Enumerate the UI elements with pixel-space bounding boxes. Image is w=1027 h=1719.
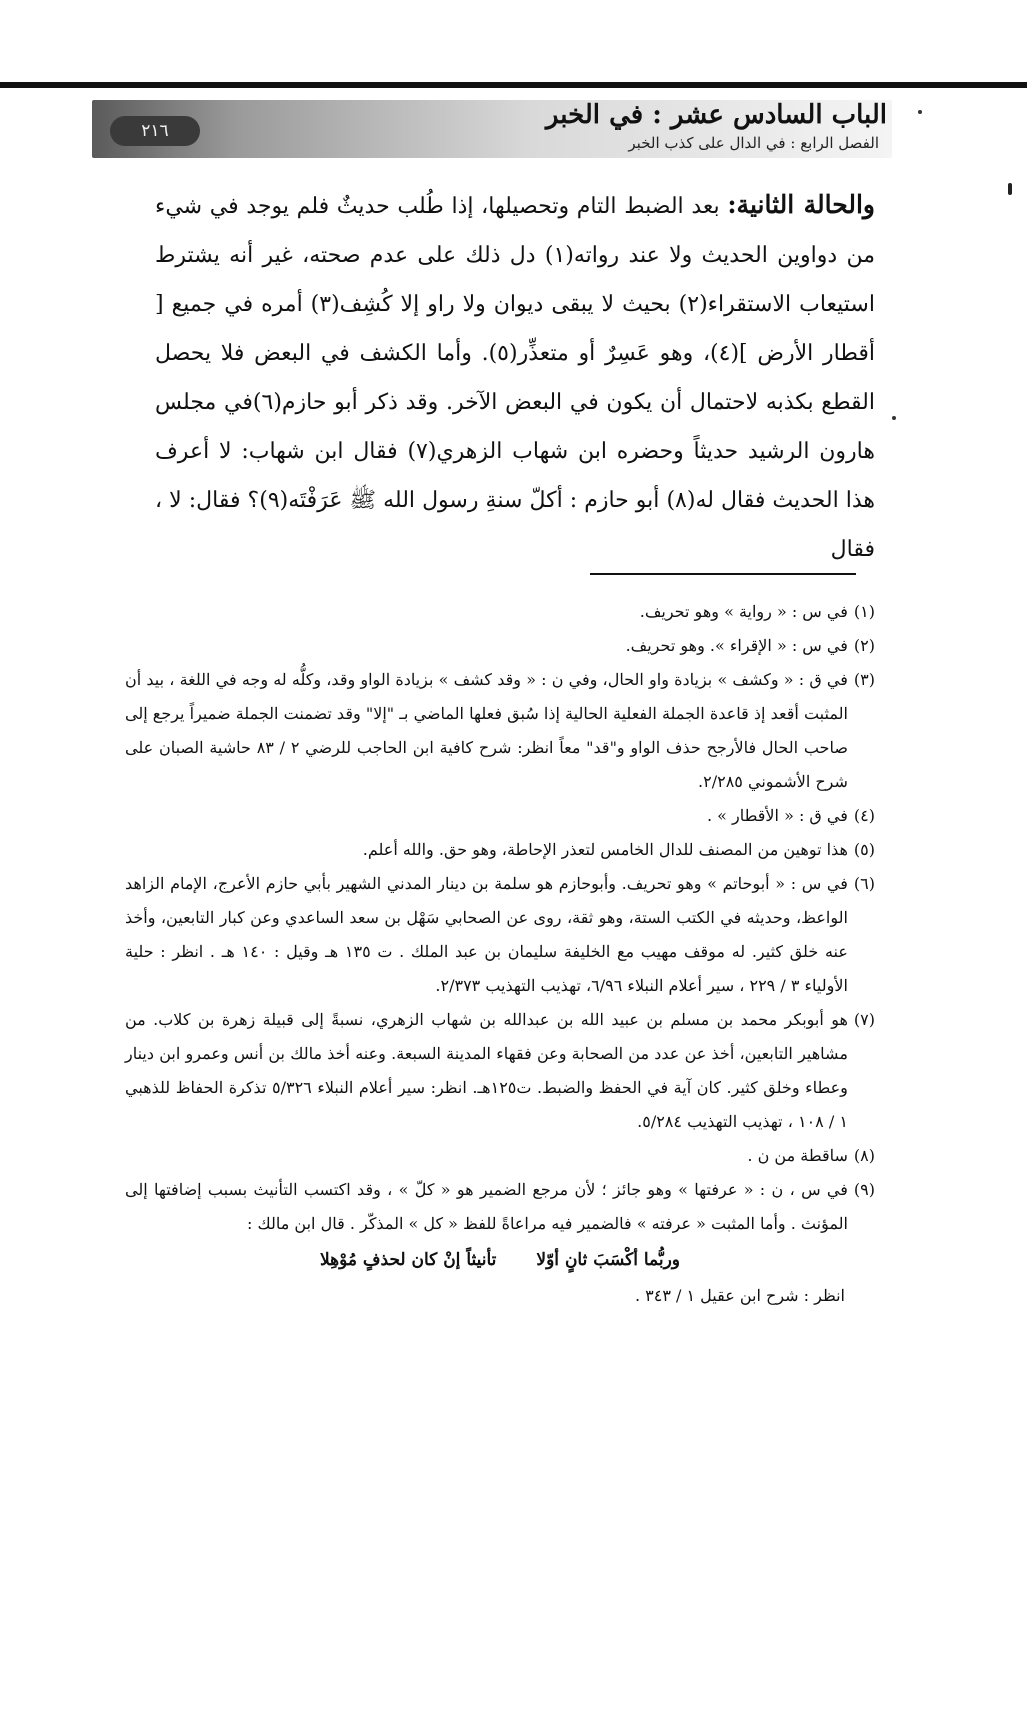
footnote <box>125 595 875 629</box>
footnote-separator <box>590 573 856 575</box>
section-title: الفصل الرابع : في الدال على كذب الخبر <box>628 134 879 152</box>
margin-mark <box>1008 183 1012 195</box>
footnote-text: هو أبوبكر محمد بن مسلم بن عبيد الله بن عبدالله بن شهاب الزهري، نسبةً إلى قبيلة زهرة بن كلاب. من مشاهير التابعين، أخذ عن عدد من الصحابة وعن فقهاء المدينة السبعة. وعنه أخذ مالك بن أنس وعمرو ابن دينار وعطاء وخلق كثير. كان آية في الحفظ والضبط. ت١٢٥هـ. انظر: سير أعلام النبلاء ٥/٣٢٦ تذكرة الحفاظ للذهبي ١ / ١٠٨ ، تهذيب التهذيب ٥/٢٨٤. <box>125 1010 848 1131</box>
footnote <box>125 867 875 1003</box>
footnote-number: (٥) <box>853 840 875 859</box>
footnote-text: في س : « أبوحاتم » وهو تحريف. وأبوحازم هو سلمة بن دينار المدني الشهير بأبي حازم الأعرج، الإمام الزاهد الواعظ، وحديثه في الكتب الستة، وهو ثقة، روى عن الصحابي سَهْل بن سعد الساعدي وعن كبار التابعين، وأخذ عنه خلق كثير. له موقف مهيب مع الخليفة سليمان بن عبد الملك . ت ١٣٥ هـ وقيل : ١٤٠ هـ . انظر : حلية الأولياء ٣ / ٢٢٩ ، سير أعلام النبلاء ٦/٩٦، تهذيب التهذيب ٢/٣٧٣. <box>125 874 848 995</box>
footnote-number: (٤) <box>853 806 875 825</box>
footnote <box>125 1003 875 1139</box>
footnote-number: (١) <box>853 602 875 621</box>
footnote-text: في س : « الإقراء ». وهو تحريف. <box>625 636 848 655</box>
footnotes <box>125 595 875 1313</box>
footnote-text: ساقطة من ن . <box>747 1146 848 1165</box>
footnote-text: في ق : « الأقطار » . <box>706 806 848 825</box>
footnote-number: (٦) <box>853 874 875 893</box>
footnote-number: (٨) <box>853 1146 875 1165</box>
chapter-title: الباب السادس عشر : في الخبر <box>545 100 887 130</box>
verse-first-hemistich: وربُّما أكْسَبَ ثانٍ أوّلا <box>536 1250 681 1270</box>
top-rule <box>0 82 1027 88</box>
footnote-number: (٧) <box>853 1010 875 1029</box>
margin-dot <box>918 110 922 114</box>
verse-second-hemistich: تأنيثاً إنْ كان لحذفٍ مُوْهِلا <box>319 1250 497 1270</box>
footnote-number: (٣) <box>853 670 875 689</box>
main-paragraph <box>155 180 875 574</box>
margin-dot <box>892 416 896 420</box>
footnote <box>125 663 875 799</box>
footnote-text: في ق : « وكشف » بزيادة واو الحال، وفي ن : « وقد كشف » بزيادة الواو وقد، وكلُّه له وجه في اللغة ، بيد أن المثبت أقعد إذ قاعدة الجملة الفعلية الحالية إذا سُبق فعلها الماضي بـ "إلا" وقد تضمنت الجملة ضميراً يرجع إلى صاحب الحال فالأرجح حذف الواو و"قد" معاً انظر: شرح كافية ابن الحاجب للرضي ٢ / ٨٣ حاشية الصبان على شرح الأشموني ٢/٢٨٥. <box>125 670 848 791</box>
paragraph-lead: والحالة الثانية: <box>727 190 875 219</box>
paragraph-body: بعد الضبط التام وتحصيلها، إذا طُلب حديثٌ فلم يوجد في شيء من دواوين الحديث ولا عند رواته(١) دل ذلك على عدم صحته، غير أنه يشترط استيعاب الاستقراء(٢) بحيث لا يبقى ديوان ولا راو إلا كُشِف(٣) أمره في جميع [ أقطار الأرض ](٤)، وهو عَسِرٌ أو متعذِّر(٥). وأما الكشف في البعض فلا يحصل القطع بكذبه لاحتمال أن يكون في البعض الآخر. وقد ذكر أبو حازم(٦)في مجلس هارون الرشيد حديثاً وحضره ابن شهاب الزهري(٧) فقال ابن شهاب: لا أعرف هذا الحديث فقال له(٨) أبو حازم : أكلّ سنةِ رسول الله ﷺ عَرَفْتَه(٩)؟ فقال: لا ، فقال <box>155 194 876 562</box>
closing-reference: انظر : شرح ابن عقيل ١ / ٣٤٣ . <box>634 1286 845 1305</box>
footnote <box>125 629 875 663</box>
footnote <box>125 1173 875 1241</box>
page-number: ٢١٦ <box>110 116 200 146</box>
footnote-text: في س : « رواية » وهو تحريف. <box>639 602 848 621</box>
footnote <box>125 1139 875 1173</box>
footnote <box>125 833 875 867</box>
footnote-number: (٩) <box>853 1180 875 1199</box>
footnote-number: (٢) <box>853 636 875 655</box>
footnote-text: هذا توهين من المصنف للدال الخامس لتعذر الإحاطة، وهو حق. والله أعلم. <box>362 840 848 859</box>
footnote <box>125 799 875 833</box>
poetry-verse <box>125 1243 875 1277</box>
footnote-text: في س ، ن : « عرفتها » وهو جائز ؛ لأن مرجع الضمير هو « كلّ » ، وقد اكتسب التأنيث بسبب إضافتها إلى المؤنث . وأما المثبت « عرفته » فالضمير فيه مراعاةً للفظ « كل » المذكّر . قال ابن مالك : <box>125 1180 848 1233</box>
